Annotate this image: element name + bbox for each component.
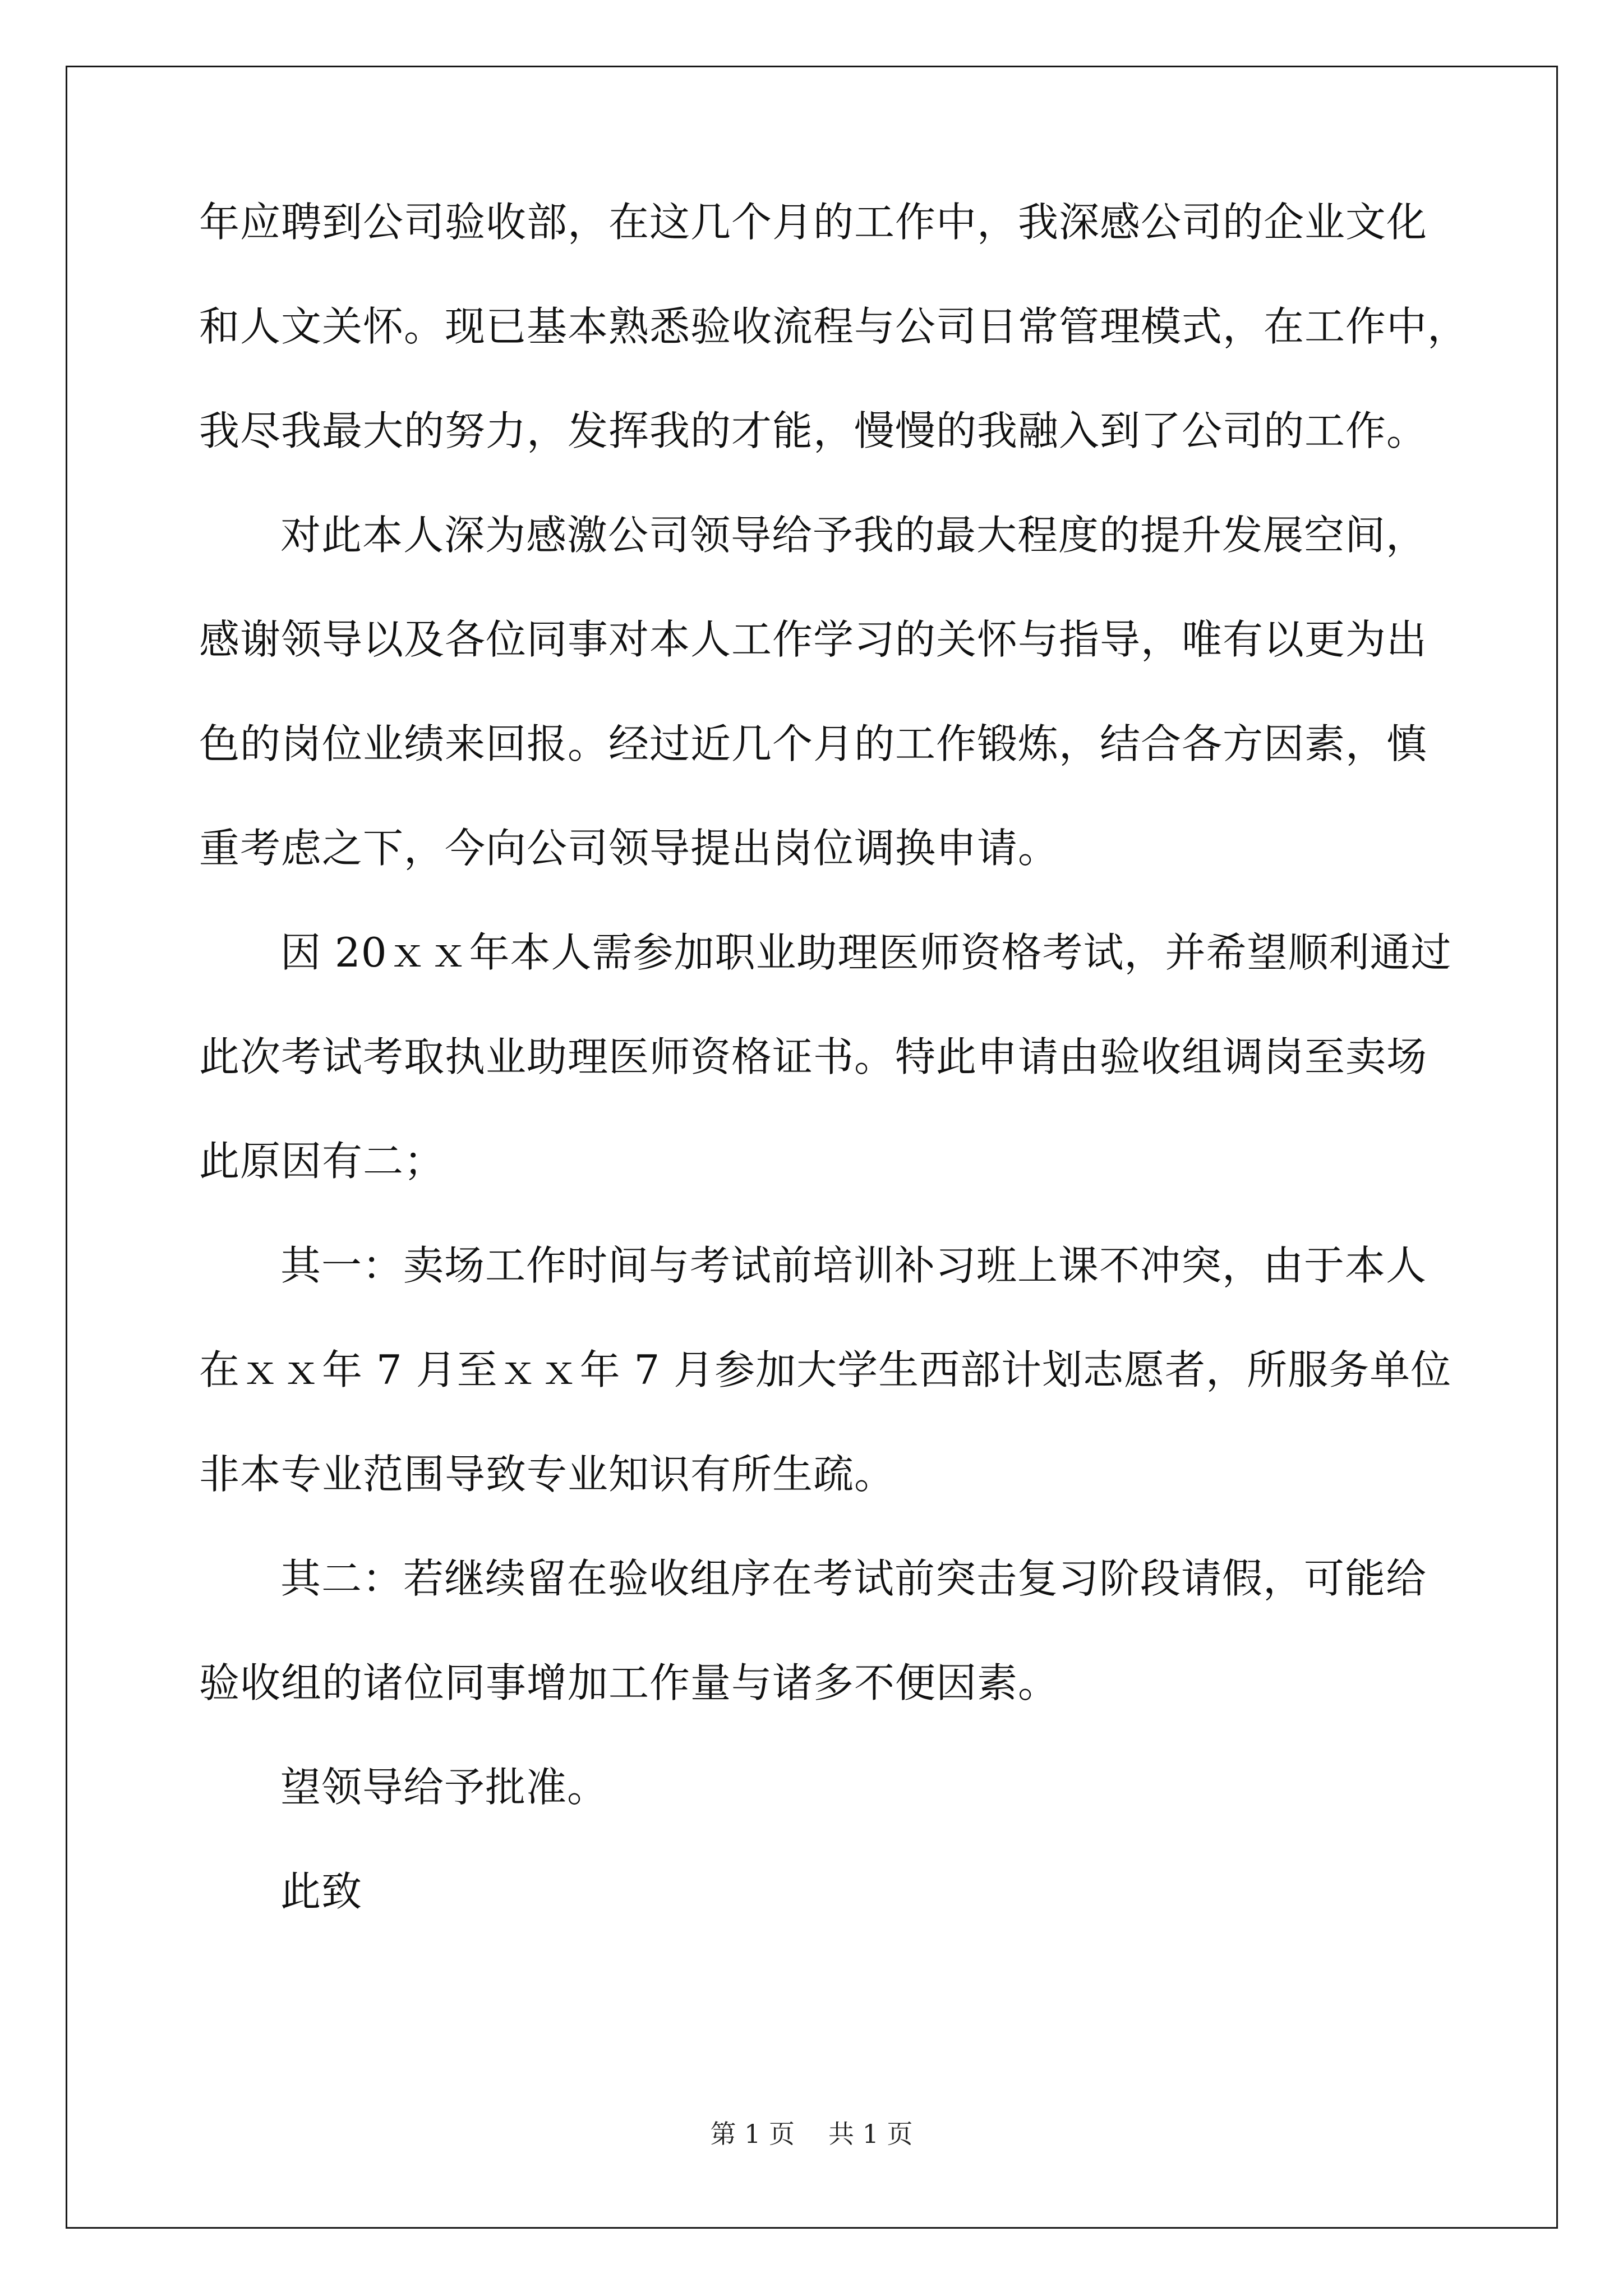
page-footer — [0, 2117, 1623, 2151]
text-line: 此次考试考取执业助理医师资格证书。特此申请由验收组调岗至卖场 — [199, 1033, 1428, 1080]
page-total: 共 1 页 — [828, 2119, 913, 2149]
text-line: 此原因有二； — [199, 1138, 445, 1185]
text-line: 望领导给予批准。 — [280, 1764, 608, 1811]
text-line: 重考虑之下，今向公司领导提出岗位调换申请。 — [199, 825, 1059, 872]
text-line: 年应聘到公司验收部，在这几个月的工作中，我深感公司的企业文化 — [199, 199, 1428, 246]
text-line: 对此本人深为感激公司领导给予我的最大程度的提升发展空间， — [280, 512, 1427, 559]
text-line: 其二：若继续留在验收组序在考试前突击复习阶段请假，可能给 — [280, 1555, 1427, 1602]
text-line: 感谢领导以及各位同事对本人工作学习的关怀与指导，唯有以更为出 — [199, 616, 1428, 663]
text-line: 色的岗位业绩来回报。经过近几个月的工作锻炼，结合各方因素，慎 — [199, 720, 1428, 767]
text-line: 因 20ｘｘ年本人需参加职业助理医师资格考试，并希望顺利通过 — [280, 929, 1452, 976]
text-line: 我尽我最大的努力，发挥我的才能，慢慢的我融入到了公司的工作。 — [199, 407, 1428, 454]
text-line: 其一：卖场工作时间与考试前培训补习班上课不冲突，由于本人 — [280, 1242, 1427, 1289]
text-line: 和人文关怀。现已基本熟悉验收流程与公司日常管理模式，在工作中， — [199, 303, 1469, 350]
text-line: 非本专业范围导致专业知识有所生疏。 — [199, 1451, 896, 1498]
text-line: 在ｘｘ年 7 月至ｘｘ年 7 月参加大学生西部计划志愿者，所服务单位 — [199, 1346, 1452, 1393]
page-number: 第 1 页 — [710, 2119, 795, 2149]
closing-line: 此致 — [280, 1868, 363, 1915]
text-line: 验收组的诸位同事增加工作量与诸多不便因素。 — [199, 1659, 1059, 1706]
document-body — [199, 196, 1469, 1970]
